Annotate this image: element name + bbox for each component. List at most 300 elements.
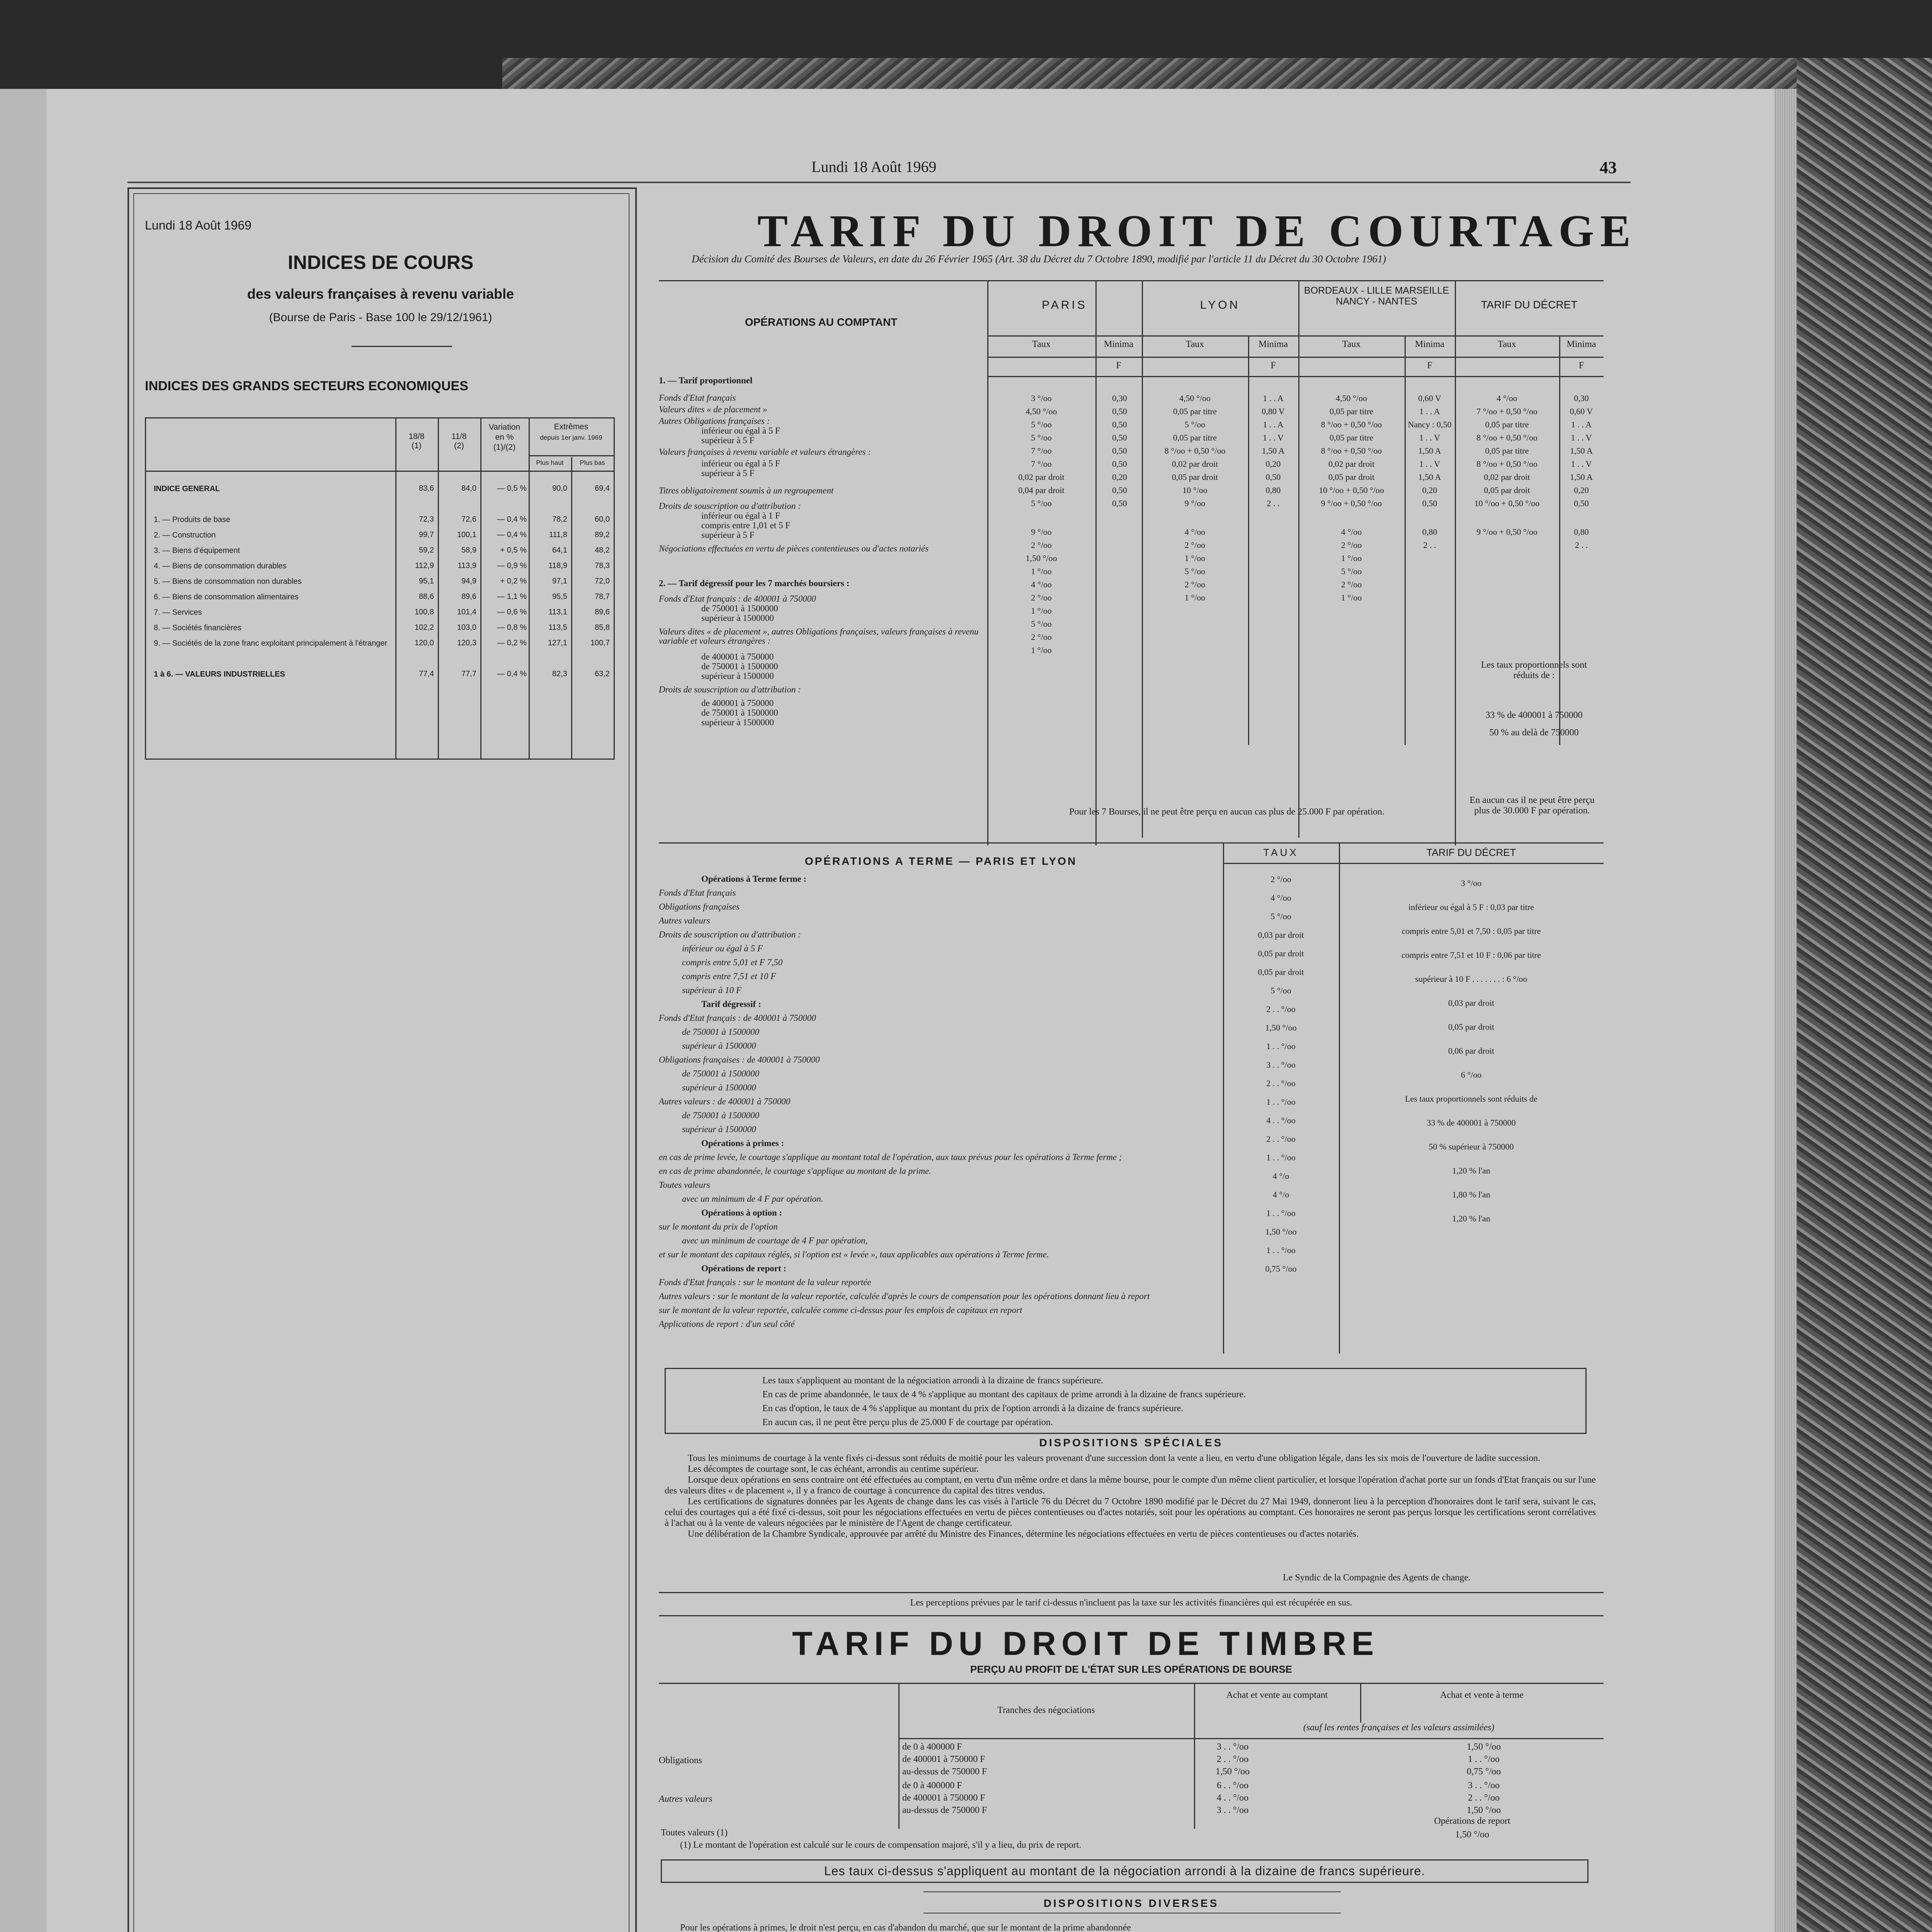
index-value-18-8: 112,9 — [415, 561, 434, 570]
index-value-18-8: 100,8 — [414, 608, 434, 616]
courtage-value: 5 °/oo — [1184, 420, 1206, 429]
terme-decret-value: 0,03 par droit — [1448, 998, 1495, 1008]
index-plus-haut: 82,3 — [552, 670, 567, 678]
diverses-title: DISPOSITIONS DIVERSES — [1043, 1897, 1219, 1909]
terme-taux-value: 1 . . °/oo — [1266, 1245, 1296, 1255]
index-plus-haut: 113,1 — [548, 608, 567, 616]
terme-note-box — [665, 1368, 1587, 1434]
courtage-value: 1 °/oo — [1031, 645, 1052, 655]
comptant-line: supérieur à 1500000 — [701, 718, 774, 727]
col-variation: Variation en % (1)/(2) — [488, 423, 520, 452]
col-bordeaux: BORDEAUX - LILLE MARSEILLE NANCY - NANTES — [1304, 285, 1449, 307]
index-row-label: 8. — Sociétés financières — [154, 624, 242, 632]
index-value-11-8: 72,6 — [461, 515, 476, 524]
courtage-value: 10 °/oo + 0,50 °/oo — [1319, 485, 1384, 495]
courtage-value: 1,50 A — [1418, 472, 1441, 482]
courtage-value: 0,05 par titre — [1173, 433, 1217, 442]
terme-line: de 750001 à 1500000 — [682, 1027, 759, 1037]
terme-line: sur le montant du prix de l'option — [659, 1222, 778, 1231]
courtage-value: 8 °/oo + 0,50 °/oo — [1476, 459, 1537, 469]
title-rule — [352, 346, 452, 347]
indices-section-title: INDICES DES GRANDS SECTEURS ECONOMIQUES — [145, 379, 468, 393]
courtage-value: 0,02 par droit — [1172, 459, 1218, 469]
terme-decret-value: supérieur à 10 F . . . . . . . : 6 °/oo — [1415, 974, 1527, 984]
index-plus-haut: 95,5 — [552, 592, 567, 601]
terme-line: Obligations françaises — [659, 902, 740, 912]
tranche-label: au-dessus de 750000 F — [902, 1805, 987, 1815]
terme-decret-value: compris entre 7,51 et 10 F : 0,06 par titre — [1401, 950, 1541, 960]
comptant-line: compris entre 1,01 et 5 F — [701, 520, 790, 530]
index-value-11-8: 89,6 — [461, 592, 476, 601]
disposition-paragraph: Les certifications de signatures données par les Agents de change dans les cas visés à l'article 76 du Décret du 7 Octobre 1890 modifié par le Décret du 27 Mai 1949, donneront lieu à la perception d'honoraires dont le tarif sera, suivant le cas, celui des courtages qui a été fixé ci-dessus, soit pour les négociations effectuées en vertu de pièces contentieuses ou d'actes notariés, soit pour les opérations au comptant. Ces honoraires ne seront pas perçus lorsque les certifications seront corrélatives à l'achat ou à la vente de valeurs négociées par le ministère de l'Agent de change certificateur. — [665, 1497, 1596, 1528]
disposition-paragraph: Une délibération de la Chambre Syndicale, approuvée par arrêté du Ministre des Finances, détermine les négociations effectuées en vertu de pièces contentieuses ou d'actes notariés. — [688, 1529, 1359, 1539]
courtage-value: 0,05 par droit — [1172, 472, 1218, 482]
indices-subtitle: des valeurs françaises à revenu variable — [247, 286, 514, 302]
reduits-note: Les taux proportionnels sont réduits de : — [1481, 660, 1587, 680]
index-value-11-8: 58,9 — [461, 546, 476, 554]
comptant-line: 2. — Tarif dégressif pour les 7 marchés boursiers : — [659, 578, 850, 588]
index-value-18-8: 120,0 — [414, 639, 434, 647]
comptant-line: supérieur à 1500000 — [701, 613, 774, 623]
terme-line: compris entre 7,51 et 10 F — [682, 972, 776, 981]
courtage-value: 0,50 — [1112, 459, 1127, 469]
courtage-value: 7 °/oo — [1031, 459, 1052, 469]
terme-line: supérieur à 1500000 — [682, 1125, 756, 1134]
courtage-value: 2 °/oo — [1341, 540, 1362, 550]
disposition-paragraph: Tous les minimums de courtage à la vente fixés ci-dessus sont réduits de moitié pour les valeurs provenant d'une succession dont la vente a lieu, en vertu d'une obligation légale, dans les six mois de l'ouverture de ladite succession. — [688, 1453, 1541, 1463]
terme-line: inférieur ou égal à 5 F — [682, 944, 763, 953]
minima-lyon: Minima — [1259, 339, 1288, 349]
terme-taux-value: 4 °/oo — [1270, 893, 1291, 903]
courtage-value: 1 . . V — [1419, 433, 1440, 442]
index-row-label: 1 à 6. — VALEURS INDUSTRIELLES — [154, 670, 285, 679]
courtage-value: 3 °/oo — [1031, 393, 1052, 403]
terme-line: Opérations à option : — [701, 1208, 782, 1218]
terme-rate: 1,50 °/oo — [1466, 1742, 1501, 1752]
index-plus-bas: 100,7 — [590, 639, 610, 647]
courtage-value: 5 °/oo — [1184, 566, 1206, 576]
comptant-line: Droits de souscription ou d'attribution : — [659, 685, 801, 694]
terme-note-line: En cas de prime abandonnée, le taux de 4 % s'applique au montant des capitaux de prime arrondi à la dizaine de francs supérieure. — [762, 1389, 1246, 1400]
index-plus-bas: 69,4 — [595, 484, 610, 493]
courtage-value: 4 °/oo — [1184, 527, 1206, 537]
terme-taux: TAUX — [1263, 847, 1299, 858]
courtage-value: 0,80 — [1574, 527, 1589, 537]
courtage-value: 2 °/oo — [1184, 540, 1206, 550]
terme-line: compris entre 5,01 et F 7,50 — [682, 958, 783, 967]
index-plus-bas: 89,6 — [595, 608, 610, 616]
left-date: Lundi 18 Août 1969 — [145, 218, 252, 232]
diverses-rule-top — [923, 1891, 1341, 1892]
index-plus-haut: 97,1 — [552, 577, 567, 585]
terme-table — [659, 842, 1604, 1354]
report-value: 1,50 °/oo — [1455, 1830, 1490, 1840]
terme-line: avec un minimum de 4 F par opération. — [682, 1194, 823, 1204]
terme-taux-value: 0,03 par droit — [1258, 930, 1304, 940]
reduit-2: 50 % au delà de 750000 — [1489, 728, 1579, 738]
terme-rate: 2 . . °/oo — [1468, 1793, 1500, 1803]
courtage-value: 5 °/oo — [1031, 619, 1052, 629]
courtage-value: 0,05 par titre — [1329, 433, 1374, 442]
courtage-value: 1 . . A — [1263, 420, 1284, 429]
courtage-value: 7 °/oo + 0,50 °/oo — [1476, 406, 1537, 416]
courtage-value: 0,30 — [1112, 393, 1127, 403]
courtage-value: 0,05 par titre — [1485, 446, 1529, 456]
comptant-line: supérieur à 5 F — [701, 468, 755, 478]
terme-decret-value: 0,05 par droit — [1448, 1022, 1495, 1032]
index-row-label: 1. — Produits de base — [154, 515, 230, 524]
index-variation: + 0,2 % — [500, 577, 527, 585]
minima-bordeaux: Minima — [1415, 339, 1444, 349]
courtage-value: 1 . . V — [1571, 433, 1592, 442]
index-value-18-8: 88,6 — [419, 592, 434, 601]
comptant-line: Négociations effectuées en vertu de pièces contentieuses ou d'actes notariés — [659, 544, 929, 553]
courtage-value: 0,50 — [1112, 406, 1127, 416]
index-value-11-8: 103,0 — [457, 623, 476, 632]
taux-lyon: Taux — [1185, 339, 1204, 349]
terme-note-line: En cas d'option, le taux de 4 % s'applique au montant du prix de l'option arrondi à la dizaine de francs supérieure. — [762, 1403, 1184, 1413]
comptant-line: Droits de souscription ou d'attribution : — [659, 501, 801, 511]
terme-line: Toutes valeurs — [659, 1180, 710, 1190]
col-extremes: Extrêmes depuis 1er janv. 1969 — [540, 422, 602, 441]
courtage-value: 0,30 — [1574, 393, 1589, 403]
courtage-value: 2 °/oo — [1031, 540, 1052, 550]
terme-line: Tarif dégressif : — [701, 1000, 761, 1009]
f-decret: F — [1578, 361, 1584, 371]
courtage-value: 8 °/oo + 0,50 °/oo — [1321, 446, 1382, 456]
index-variation: — 0,2 % — [497, 639, 527, 647]
tranche-label: de 0 à 400000 F — [902, 1781, 962, 1791]
tranche-label: de 0 à 400000 F — [902, 1742, 962, 1752]
courtage-value: 1 °/oo — [1031, 606, 1052, 616]
terme-taux-value: 2 . . °/oo — [1266, 1004, 1296, 1014]
index-plus-haut: 113,5 — [548, 623, 567, 632]
col-plus-haut: Plus haut — [536, 459, 564, 466]
indices-title: INDICES DE COURS — [287, 252, 474, 273]
index-value-11-8: 94,9 — [461, 577, 476, 585]
comptant-rate: 6 . . °/oo — [1216, 1781, 1249, 1791]
courtage-value: 0,50 — [1574, 498, 1589, 508]
terme-line: Opérations à primes : — [701, 1139, 784, 1148]
f-lyon: F — [1270, 361, 1276, 371]
diverses-line: Pour les opérations à primes, le droit n'est perçu, en cas d'abandon du marché, que sur le montant de la prime abandonnée — [680, 1923, 1131, 1932]
col-tarif-decret: TARIF DU DÉCRET — [1481, 299, 1578, 311]
terme-rate: 1,50 °/oo — [1466, 1805, 1501, 1815]
courtage-value: 0,50 — [1265, 472, 1281, 482]
minima-paris: Minima — [1104, 339, 1133, 349]
courtage-value: 0,04 par droit — [1018, 485, 1065, 495]
courtage-value: 4,50 °/oo — [1179, 393, 1211, 403]
courtage-value: 0,05 par droit — [1484, 485, 1530, 495]
terme-taux-value: 1 . . °/oo — [1266, 1041, 1296, 1051]
terme-line: supérieur à 10 F — [682, 986, 742, 995]
terme-line: Applications de report : d'un seul côté — [659, 1320, 795, 1329]
terme-decret-value: 3 °/oo — [1461, 878, 1482, 888]
comptant-header: Achat et vente au comptant — [1226, 1690, 1328, 1700]
index-plus-haut: 64,1 — [552, 546, 567, 554]
page-stack-edge — [1774, 89, 1797, 1932]
terme-line: Fonds d'Etat français : sur le montant de la valeur reportée — [659, 1278, 871, 1287]
comptant-line: Valeurs dites « de placement » — [659, 405, 767, 414]
terme-line: Opérations de report : — [701, 1264, 786, 1273]
terme-decret-value: 33 % de 400001 à 750000 — [1427, 1118, 1516, 1128]
comptant-rate: 2 . . °/oo — [1216, 1754, 1249, 1764]
f-bordeaux: F — [1427, 361, 1432, 371]
col-paris: PARIS — [1042, 299, 1087, 311]
comptant-line: de 750001 à 1500000 — [701, 662, 778, 671]
taux-bordeaux: Taux — [1342, 339, 1361, 349]
running-header-date: Lundi 18 Août 1969 — [811, 158, 937, 175]
max-25000: Pour les 7 Bourses, il ne peut être perçu en aucun cas plus de 25.000 F par opération. — [1069, 807, 1384, 817]
reduit-1: 33 % de 400001 à 750000 — [1485, 710, 1583, 720]
index-plus-bas: 72,0 — [595, 577, 610, 585]
terme-line: Fonds d'Etat français : de 400001 à 750000 — [659, 1014, 816, 1023]
courtage-value: 1 °/oo — [1031, 566, 1052, 576]
courtage-value: 1 . . V — [1571, 459, 1592, 469]
terme-line: supérieur à 1500000 — [682, 1041, 756, 1051]
terme-line: Fonds d'Etat français — [659, 888, 736, 898]
terme-taux-value: 5 °/oo — [1270, 986, 1291, 995]
terme-rate: 0,75 °/oo — [1466, 1767, 1501, 1777]
courtage-value: 4,50 °/oo — [1026, 406, 1057, 416]
courtage-value: 0,02 par droit — [1018, 472, 1065, 482]
tranche-label: de 400001 à 750000 F — [902, 1793, 985, 1803]
terme-line: Autres valeurs : de 400001 à 750000 — [659, 1097, 791, 1106]
index-plus-bas: 78,3 — [595, 561, 610, 570]
index-value-18-8: 72,3 — [419, 515, 434, 524]
terme-title: OPÉRATIONS A TERME — PARIS ET LYON — [804, 855, 1077, 867]
index-value-18-8: 95,1 — [419, 577, 434, 585]
index-row-label: 5. — Biens de consommation non durables — [154, 577, 302, 586]
courtage-value: 7 °/oo — [1031, 446, 1052, 456]
terme-decret-value: inférieur ou égal à 5 F : 0,03 par titre — [1408, 902, 1534, 912]
courtage-value: 0,05 par titre — [1329, 406, 1374, 416]
comptant-line: inférieur ou égal à 1 F — [701, 511, 780, 520]
terme-decret-value: 1,20 % l'an — [1452, 1166, 1490, 1175]
autres-valeurs-label: Autres valeurs — [659, 1794, 713, 1804]
terme-taux-value: 2 °/oo — [1270, 874, 1291, 884]
courtage-value: 1 . . V — [1263, 433, 1284, 442]
f-paris: F — [1116, 361, 1121, 371]
timbre-subtitle: PERÇU AU PROFIT DE L'ÉTAT SUR LES OPÉRATIONS DE BOURSE — [970, 1663, 1292, 1675]
courtage-value: 0,50 — [1112, 446, 1127, 456]
index-variation: — 0,8 % — [497, 623, 527, 632]
comptant-rate: 4 . . °/oo — [1216, 1793, 1249, 1803]
timbre-footnote: (1) Le montant de l'opération est calculé sur le cours de compensation majoré, s'il y a lieu, du prix de report. — [680, 1840, 1082, 1850]
syndic-signature: Le Syndic de la Compagnie des Agents de change. — [1283, 1573, 1471, 1583]
courtage-value: Nancy : 0,50 — [1408, 420, 1452, 429]
comptant-line: supérieur à 1500000 — [701, 671, 774, 681]
courtage-value: 0,20 — [1265, 459, 1281, 469]
index-value-18-8: 102,2 — [414, 623, 434, 632]
index-plus-haut: 127,1 — [548, 639, 567, 647]
index-value-11-8: 120,3 — [457, 639, 476, 647]
tranche-label: de 400001 à 750000 F — [902, 1754, 985, 1764]
courtage-value: 0,02 par droit — [1328, 459, 1375, 469]
comptant-line: Fonds d'Etat français — [659, 393, 736, 403]
terme-line: Autres valeurs : sur le montant de la valeur reportée, calculée d'après le cours de compensation pour les opérations donnant lieu à report — [659, 1292, 1150, 1301]
index-variation: + 0,5 % — [500, 546, 527, 554]
terme-line: sur le montant de la valeur reportée, calculée comme ci-dessus pour les emplois de capitaux en report — [659, 1306, 1022, 1315]
terme-decret-value: 1,20 % l'an — [1452, 1214, 1490, 1223]
courtage-value: 2 °/oo — [1031, 593, 1052, 602]
courtage-value: 0,60 V — [1570, 406, 1593, 416]
courtage-value: 2 °/oo — [1341, 580, 1362, 589]
comptant-line: supérieur à 5 F — [701, 435, 755, 445]
index-value-11-8: 77,7 — [461, 670, 476, 678]
index-plus-bas: 89,2 — [595, 531, 610, 539]
index-row-label: INDICE GENERAL — [154, 485, 220, 493]
courtage-value: 0,50 — [1112, 498, 1127, 508]
index-variation: — 0,5 % — [497, 484, 527, 493]
index-variation: — 0,6 % — [497, 608, 527, 616]
index-value-11-8: 113,9 — [457, 561, 476, 570]
courtage-value: 5 °/oo — [1341, 566, 1362, 576]
index-plus-bas: 63,2 — [595, 670, 610, 678]
index-row-label: 9. — Sociétés de la zone franc exploitant principalement à l'étranger — [154, 639, 388, 648]
courtage-value: 10 °/oo — [1182, 485, 1208, 495]
index-plus-bas: 78,7 — [595, 592, 610, 601]
courtage-decision: Décision du Comité des Bourses de Valeurs, en date du 26 Février 1965 (Art. 38 du Décret du 7 Octobre 1890, modifié par l'article 11 du Décret du 30 Octobre 1961) — [692, 253, 1386, 265]
index-value-11-8: 84,0 — [461, 484, 476, 493]
comptant-line: de 400001 à 750000 — [701, 652, 774, 662]
terme-decret-value: 6 °/oo — [1461, 1070, 1482, 1080]
index-plus-bas: 85,8 — [595, 623, 610, 632]
courtage-value: 5 °/oo — [1031, 420, 1052, 429]
max-30000: En aucun cas il ne peut être perçu plus de 30.000 F par opération. — [1469, 795, 1595, 816]
courtage-value: 0,20 — [1422, 485, 1437, 495]
courtage-value: 1,50 °/oo — [1026, 553, 1057, 563]
terme-decret-value: 1,80 % l'an — [1452, 1190, 1490, 1199]
terme-decret: TARIF DU DÉCRET — [1426, 847, 1516, 858]
courtage-value: 1 °/oo — [1341, 553, 1362, 563]
col-plus-bas: Plus bas — [580, 459, 605, 466]
terme-line: avec un minimum de courtage de 4 F par opération, — [682, 1236, 868, 1245]
terme-decret-value: 50 % supérieur à 750000 — [1429, 1142, 1514, 1151]
terme-line: Droits de souscription ou d'attribution : — [659, 930, 801, 939]
sauf-header: (sauf les rentes françaises et les valeurs assimilées) — [1303, 1723, 1495, 1733]
terme-taux-value: 2 . . °/oo — [1266, 1078, 1296, 1088]
toutes-valeurs: Toutes valeurs (1) — [661, 1828, 728, 1838]
col-11-8: 11/8 (2) — [451, 432, 467, 450]
timbre-title: TARIF DU DROIT DE TIMBRE — [792, 1625, 1379, 1662]
terme-taux-value: 1 . . °/oo — [1266, 1208, 1296, 1218]
disposition-paragraph: Lorsque deux opérations en sens contraire ont été effectuées au comptant, en vertu d'un même ordre et dans la même bourse, pour le compte d'un même client particulier, et lorsque l'opération d'achat porte sur un fonds d'Etat français ou sur l'une des valeurs dites « de placement », il y a franco de courtage à concurrence du capital des titres vendus. — [665, 1475, 1596, 1496]
index-variation: — 0,4 % — [497, 515, 527, 524]
terme-taux-value: 0,75 °/oo — [1265, 1264, 1297, 1274]
index-row-label: 2. — Construction — [154, 531, 216, 539]
courtage-value: 1 °/oo — [1184, 553, 1206, 563]
index-variation: — 0,4 % — [497, 670, 527, 678]
terme-taux-value: 0,05 par droit — [1258, 967, 1304, 977]
courtage-value: 2 . . — [1267, 498, 1280, 508]
terme-taux-value: 1 . . °/oo — [1266, 1097, 1296, 1107]
index-plus-haut: 90,0 — [552, 484, 567, 493]
terme-taux-value: 1,50 °/oo — [1265, 1023, 1297, 1032]
comptant-line: Valeurs françaises à revenu variable et valeurs étrangères : — [659, 447, 871, 457]
index-value-18-8: 77,4 — [419, 670, 434, 678]
comptant-rate: 1,50 °/oo — [1215, 1767, 1250, 1777]
courtage-value: 10 °/oo + 0,50 °/oo — [1474, 498, 1540, 508]
courtage-value: 9 °/oo + 0,50 °/oo — [1476, 527, 1537, 537]
terme-taux-value: 4 . . °/oo — [1266, 1116, 1296, 1125]
index-value-18-8: 83,6 — [419, 484, 434, 493]
terme-header: Achat et vente à terme — [1440, 1690, 1524, 1700]
courtage-value: 0,20 — [1112, 472, 1127, 482]
terme-taux-value: 4 °/o — [1272, 1190, 1289, 1199]
courtage-value: 0,05 par titre — [1173, 406, 1217, 416]
comptant-line: Fonds d'Etat français : de 400001 à 750000 — [659, 594, 816, 604]
comptant-line: Titres obligatoirement soumis à un regroupement — [659, 486, 834, 495]
terme-taux-value: 4 °/o — [1272, 1171, 1289, 1181]
courtage-value: 2 °/oo — [1184, 580, 1206, 589]
courtage-value: 2 . . — [1423, 540, 1436, 550]
courtage-value: 1 . . A — [1419, 406, 1440, 416]
index-value-11-8: 100,1 — [457, 531, 476, 539]
indices-table — [145, 417, 615, 760]
disposition-paragraph: Les décomptes de courtage sont, le cas échéant, arrondis au centime supérieur. — [688, 1464, 979, 1474]
courtage-value: 8 °/oo + 0,50 °/oo — [1476, 433, 1537, 442]
terme-taux-value: 1,50 °/oo — [1265, 1227, 1297, 1236]
courtage-value: 4 °/oo — [1341, 527, 1362, 537]
courtage-value: 1 °/oo — [1184, 593, 1206, 602]
index-value-18-8: 99,7 — [419, 531, 434, 539]
terme-line: Obligations françaises : de 400001 à 750000 — [659, 1055, 820, 1065]
courtage-value: 1 . . V — [1419, 459, 1440, 469]
terme-rate: 3 . . °/oo — [1468, 1781, 1500, 1791]
comptant-line: inférieur ou égal à 5 F — [701, 459, 780, 468]
rule-timbre — [659, 1615, 1604, 1616]
terme-line: en cas de prime abandonnée, le courtage s'applique au montant de la prime. — [659, 1167, 932, 1176]
rule-perceptions — [659, 1592, 1604, 1593]
minima-decret: Minima — [1566, 339, 1596, 349]
timbre-table — [659, 1683, 1604, 1829]
index-plus-haut: 78,2 — [552, 515, 567, 524]
courtage-value: 5 °/oo — [1031, 433, 1052, 442]
courtage-value: 9 °/oo — [1031, 527, 1052, 537]
comptant-rate: 3 . . °/oo — [1216, 1805, 1249, 1815]
index-variation: — 0,9 % — [497, 561, 527, 570]
top-cover-edge — [502, 58, 1797, 89]
terme-line: de 750001 à 1500000 — [682, 1111, 759, 1120]
index-variation: — 0,4 % — [497, 531, 527, 539]
index-value-18-8: 59,2 — [419, 546, 434, 554]
courtage-value: 4 °/oo — [1497, 393, 1517, 403]
index-value-11-8: 101,4 — [457, 608, 476, 616]
courtage-value: 1,50 A — [1262, 446, 1285, 456]
comptant-line: de 750001 à 1500000 — [701, 604, 778, 613]
courtage-value: 4,50 °/oo — [1336, 393, 1367, 403]
ops-comptant-title: OPÉRATIONS AU COMPTANT — [745, 316, 898, 328]
courtage-value: 0,60 V — [1418, 393, 1441, 403]
index-plus-bas: 48,2 — [595, 546, 610, 554]
comptant-rate: 3 . . °/oo — [1216, 1742, 1249, 1752]
terme-line: de 750001 à 1500000 — [682, 1069, 759, 1078]
terme-decret-value: Les taux proportionnels sont réduits de — [1405, 1094, 1537, 1104]
courtage-value: 0,50 — [1112, 485, 1127, 495]
terme-line: en cas de prime levée, le courtage s'applique au montant total de l'opération, aux taux prévus pour les opérations à Terme ferme ; — [659, 1153, 1122, 1162]
courtage-value: 0,02 par droit — [1484, 472, 1530, 482]
comptant-line: supérieur à 5 F — [701, 530, 755, 540]
courtage-value: 0,80 — [1265, 485, 1281, 495]
index-row-label: 6. — Biens de consommation alimentaires — [154, 593, 299, 601]
comptant-line: Valeurs dites « de placement », autres Obligations françaises, valeurs françaises à revenu variable et valeurs étrangères : — [659, 627, 979, 646]
timbre-boxed-note: Les taux ci-dessus s'appliquent au montant de la négociation arrondi à la dizaine de francs supérieure. — [661, 1859, 1588, 1883]
terme-line: et sur le montant des capitaux réglés, si l'option est « levée », taux applicables aux opérations à Terme ferme. — [659, 1250, 1049, 1259]
terme-taux-value: 1 . . °/oo — [1266, 1153, 1296, 1162]
courtage-value: 2 . . — [1575, 540, 1588, 550]
courtage-value: 0,80 V — [1262, 406, 1285, 416]
